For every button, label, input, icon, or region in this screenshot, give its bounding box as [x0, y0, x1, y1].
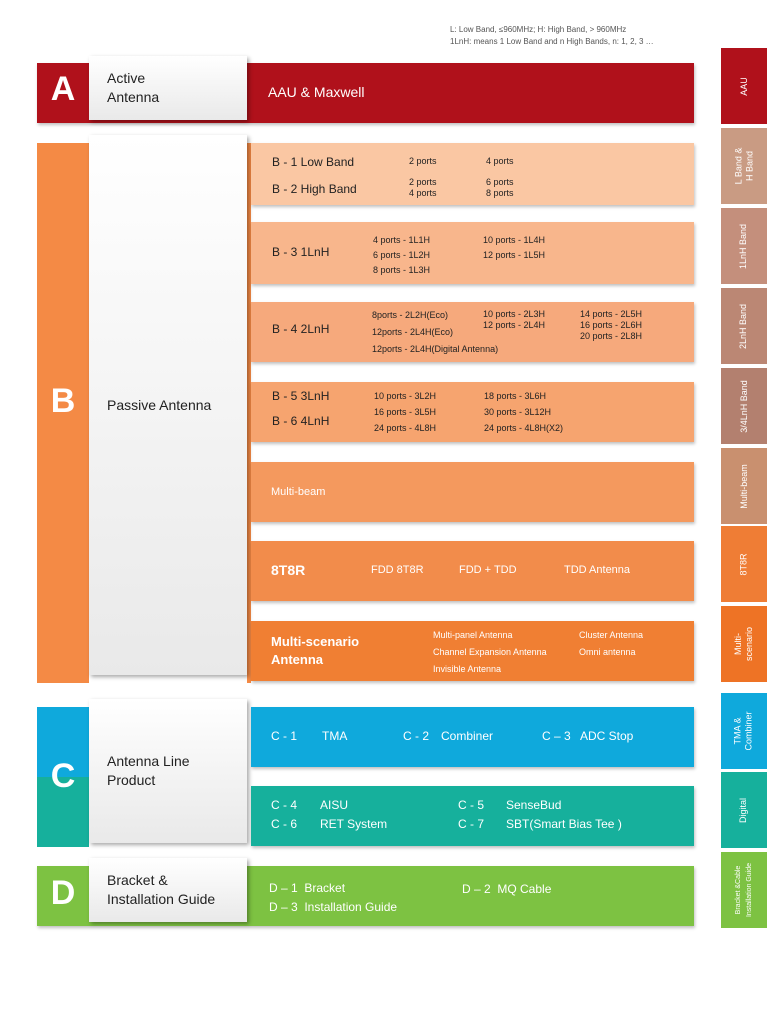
tab-multi-scenario-line2: scenario: [744, 626, 754, 662]
b5-port-item: 24 ports - 4L8H(X2): [484, 423, 564, 433]
tab-l-h-band: [721, 128, 767, 204]
c3-code: C – 3: [542, 729, 571, 743]
b4-col2: [483, 309, 545, 331]
b-row-3: [251, 302, 694, 362]
section-a-card: [89, 56, 247, 120]
multi-scenario-label: [271, 633, 359, 669]
b4-port-item: 12ports - 2L4H(Eco): [372, 327, 454, 337]
tdd-antenna: TDD Antenna: [564, 564, 631, 576]
b-row-7: [251, 621, 694, 681]
legend: [450, 24, 654, 48]
multi-scenario-col1: [433, 627, 547, 678]
b6-label: B - 6 4LnH: [272, 414, 330, 428]
tab-multibeam-label: Multi-beam: [738, 463, 749, 509]
b3-port-item: 8 ports - 1L3H: [373, 265, 431, 275]
section-b-card: [89, 135, 247, 675]
section-d-letter: D: [50, 874, 76, 912]
tab-tma-combiner: [721, 693, 767, 769]
c5-code: C - 5: [458, 798, 485, 812]
tab-l-h-line1: L Band &: [732, 147, 743, 185]
b1-ports-2: 4 ports: [486, 156, 514, 166]
b2-ports-col1: [409, 177, 437, 199]
c7-sbt: SBT(Smart Bias Tee ): [506, 817, 622, 831]
multi-scenario-item: Channel Expansion Antenna: [433, 647, 547, 657]
tab-8t8r-label: 8T8R: [738, 552, 749, 576]
section-c-letter: C: [50, 757, 76, 795]
b4-port-item: 12ports - 2L4H(Digital Antenna): [372, 344, 499, 354]
b4-port-item: 16 ports - 2L6H: [580, 320, 643, 330]
tab-digital-label: Digital: [738, 797, 749, 823]
b4-col3: [580, 309, 642, 342]
b2-ports-2a: 6 ports: [486, 177, 514, 187]
tab-multi-scenario-label: [733, 627, 755, 661]
tab-1lnh-label: 1LnH Band: [738, 223, 749, 269]
tab-bracket-cable: [721, 852, 767, 928]
c2-code: C - 2: [403, 729, 430, 743]
tab-multi-scenario: [721, 606, 767, 682]
section-c-card: [89, 699, 247, 843]
section-d-card: [89, 858, 247, 922]
b3-port-item: 10 ports - 1L4H: [483, 235, 546, 245]
section-c-card-line1: Antenna Line: [107, 753, 190, 769]
c-row-2: [251, 786, 694, 846]
b5-col2: [484, 388, 563, 436]
b2-ports-1a: 2 ports: [409, 177, 437, 187]
b3-port-item: 4 ports - 1L1H: [373, 235, 431, 245]
c7-code: C - 7: [458, 817, 485, 831]
tab-l-h-line2: H Band: [743, 150, 754, 182]
tab-bracket-cable-label: [733, 863, 755, 917]
b5-port-item: 16 ports - 3L5H: [374, 407, 437, 417]
b3-port-item: 12 ports - 1L5H: [483, 250, 546, 260]
tab-multi-scenario-line1: Multi-: [733, 633, 743, 655]
b5-col1: [374, 388, 436, 436]
multi-scenario-line1: Multi-scenario: [271, 634, 360, 649]
b3-port-item: 6 ports - 1L2H: [373, 250, 431, 260]
b4-port-item: 20 ports - 2L8H: [580, 331, 643, 341]
tab-l-h-band-label: [733, 148, 755, 185]
b4-port-item: 12 ports - 2L4H: [483, 320, 546, 330]
tab-tma-combiner-label: [733, 711, 755, 750]
section-b-letter: B: [50, 382, 76, 420]
b1-label: B - 1 Low Band: [272, 155, 355, 169]
b5-port-item: 24 ports - 4L8H: [374, 423, 437, 433]
c4-code: C - 4: [271, 798, 298, 812]
b3-col2: [483, 233, 545, 263]
multi-scenario-line2: Antenna: [271, 652, 323, 667]
c-row-1: [251, 707, 694, 767]
aau-maxwell-label: AAU & Maxwell: [268, 84, 365, 100]
tab-tma-line1: TMA &: [732, 717, 743, 745]
b-row-5: [251, 462, 694, 522]
tab-bracket-line1: Bracket &Cable: [735, 865, 742, 915]
fdd-8t8r: FDD 8T8R: [371, 564, 424, 576]
c1-tma: TMA: [322, 729, 348, 743]
section-d-card-line1: Bracket &: [107, 872, 168, 888]
c3-adc-stop: ADC Stop: [580, 729, 634, 743]
passive-antenna-label: Passive Antenna: [107, 396, 212, 413]
c5-sensebud: SenseBud: [506, 798, 562, 812]
b2-ports-1b: 4 ports: [409, 188, 437, 198]
tab-2lnh: [721, 288, 767, 364]
b4-port-item: 8ports - 2L2H(Eco): [372, 310, 449, 320]
section-a-card-line2: Antenna: [107, 89, 160, 105]
multibeam-label: Multi-beam: [271, 486, 326, 498]
b5-port-item: 18 ports - 3L6H: [484, 391, 547, 401]
b3-label: B - 3 1LnH: [272, 245, 330, 259]
legend-line-1: L: Low Band, ≤960MHz; H: High Band, > 960MHz: [450, 25, 627, 34]
tab-1lnh: [721, 208, 767, 284]
tab-2lnh-label: 2LnH Band: [738, 303, 749, 349]
tab-digital: [721, 772, 767, 848]
b-row-6: [251, 541, 694, 601]
tab-tma-line2: Combiner: [743, 711, 754, 751]
c6-code: C - 6: [271, 817, 298, 831]
b-row-2: [251, 222, 694, 284]
b5-port-item: 10 ports - 3L2H: [374, 391, 437, 401]
c2-combiner: Combiner: [441, 729, 494, 743]
c6-ret-system: RET System: [320, 817, 388, 831]
tab-multibeam: [721, 448, 767, 524]
legend-line-2: 1LnH: means 1 Low Band and n High Bands, n: 1, 2, 3 …: [450, 37, 654, 46]
multi-scenario-item: Invisible Antenna: [433, 664, 502, 674]
b1-ports-1: 2 ports: [409, 156, 437, 166]
section-c-card-line2: Product: [107, 772, 156, 788]
8t8r-label: 8T8R: [271, 562, 306, 578]
d2-mq-cable: D – 2 MQ Cable: [462, 882, 552, 896]
multi-scenario-item: Omni antenna: [579, 647, 636, 657]
b4-port-item: 10 ports - 2L3H: [483, 309, 546, 319]
tab-34lnh-label: 3/4LnH Band: [738, 379, 749, 433]
b4-label: B - 4 2LnH: [272, 322, 330, 336]
b5-port-item: 30 ports - 3L12H: [484, 407, 552, 417]
b2-ports-2b: 8 ports: [486, 188, 514, 198]
b4-port-item: 14 ports - 2L5H: [580, 309, 643, 319]
c1-code: C - 1: [271, 729, 298, 743]
b2-ports-col2: [486, 177, 514, 199]
d3-installation-guide: D – 3 Installation Guide: [269, 900, 398, 914]
b2-label: B - 2 High Band: [272, 182, 357, 196]
c4-aisu: AISU: [320, 798, 349, 812]
multi-scenario-item: Multi-panel Antenna: [433, 630, 513, 640]
section-a-letter: A: [50, 70, 76, 108]
fdd-tdd: FDD + TDD: [459, 564, 517, 576]
multi-scenario-item: Cluster Antenna: [579, 630, 644, 640]
d1-bracket: D – 1 Bracket: [269, 881, 346, 895]
section-a-card-line1: Active: [107, 70, 146, 86]
tab-8t8r: [721, 526, 767, 602]
tab-aau: [721, 48, 767, 124]
tab-bracket-line2: Installation Guide: [746, 862, 753, 918]
section-d-card-line2: Installation Guide: [107, 891, 216, 907]
b4-col1: [372, 307, 498, 358]
b-row-4: [251, 382, 694, 442]
tab-aau-label: AAU: [738, 76, 749, 96]
b-row-1: [251, 143, 694, 205]
b5-label: B - 5 3LnH: [272, 389, 330, 403]
multi-scenario-col2: [579, 627, 643, 661]
tab-34lnh: [721, 368, 767, 444]
b3-col1: [373, 233, 430, 278]
